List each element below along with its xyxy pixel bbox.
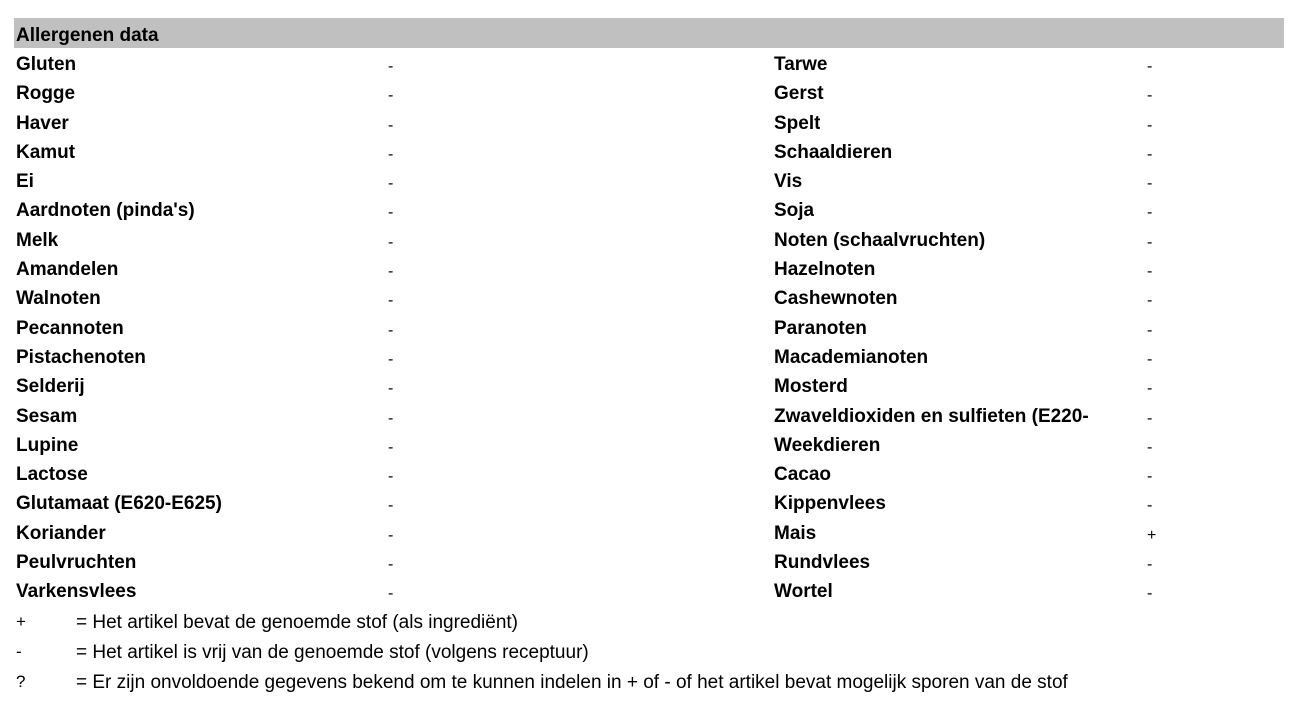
allergen-value: - [1147, 58, 1153, 75]
allergen-name: Wortel [774, 581, 833, 603]
allergen-name: Macademianoten [774, 346, 929, 368]
allergen-name: Mais [774, 522, 817, 544]
legend-symbol: - [16, 642, 22, 661]
allergen-value: + [1147, 526, 1157, 544]
allergen-name: Rogge [16, 83, 76, 105]
allergen-name: Schaaldieren [774, 141, 893, 163]
table-row [14, 372, 1284, 401]
table-row [14, 460, 1284, 489]
allergen-value: - [1147, 204, 1153, 222]
allergen-name: Pecannoten [16, 317, 124, 339]
allergen-value: - [388, 526, 394, 544]
table-row [14, 50, 1284, 79]
allergen-name: Gerst [774, 83, 824, 105]
allergen-name: Kippenvlees [774, 493, 886, 515]
section-header [14, 18, 1284, 48]
allergen-value: - [388, 380, 394, 398]
allergen-name: Sesam [16, 405, 78, 427]
allergen-name: Lupine [16, 434, 79, 456]
allergen-name: Lactose [16, 464, 88, 486]
table-row [14, 402, 1284, 431]
table-row [14, 109, 1284, 138]
table-row [14, 196, 1284, 225]
table-row [14, 519, 1284, 548]
allergen-name: Pistachenoten [16, 346, 146, 368]
allergen-name: Weekdieren [774, 434, 881, 456]
legend-item [14, 637, 1284, 667]
allergen-name: Glutamaat (E620-E625) [16, 493, 222, 515]
allergen-name: Koriander [16, 522, 106, 544]
allergen-name: Ei [16, 171, 34, 193]
allergen-value: - [388, 321, 394, 339]
table-row [14, 343, 1284, 372]
allergen-name: Kamut [16, 141, 76, 163]
allergen-value: - [1147, 409, 1153, 427]
allergen-name: Haver [16, 112, 69, 134]
allergen-value: - [1147, 380, 1153, 398]
allergen-value: - [1147, 556, 1153, 574]
allergen-name: Cashewnoten [774, 288, 898, 310]
allergen-value: - [388, 556, 394, 574]
allergen-value: - [388, 58, 394, 75]
allergen-value: - [1147, 321, 1153, 339]
allergen-value: - [1147, 497, 1153, 515]
table-row [14, 167, 1284, 196]
allergen-name: Peulvruchten [16, 552, 137, 574]
legend-text: = Het artikel is vrij van de genoemde stof (volgens receptuur) [76, 642, 589, 663]
allergen-name: Tarwe [774, 54, 828, 75]
legend [14, 607, 1284, 697]
allergen-name: Cacao [774, 464, 832, 486]
section-title: Allergenen data [16, 25, 159, 46]
allergen-value: - [1147, 350, 1153, 368]
allergen-value: - [1147, 87, 1153, 105]
allergen-name: Vis [774, 171, 803, 193]
allergen-value: - [1147, 438, 1153, 456]
allergen-name: Spelt [774, 112, 821, 134]
allergen-value: - [1147, 175, 1153, 193]
allergen-name: Mosterd [774, 376, 848, 398]
table-row [14, 548, 1284, 577]
allergen-value: - [1147, 233, 1153, 251]
allergen-name: Hazelnoten [774, 259, 876, 281]
allergen-name: Paranoten [774, 317, 867, 339]
allergen-value: - [388, 204, 394, 222]
allergen-value: - [388, 263, 394, 281]
allergen-name: Rundvlees [774, 552, 871, 574]
table-row [14, 138, 1284, 167]
table-row [14, 79, 1284, 108]
allergen-name: Varkensvlees [16, 581, 137, 603]
allergen-value: - [388, 175, 394, 193]
legend-symbol: ? [16, 672, 26, 691]
allergen-value: - [388, 350, 394, 368]
allergen-value: - [388, 116, 394, 134]
allergen-value: - [388, 145, 394, 163]
allergen-name: Melk [16, 229, 59, 251]
table-row [14, 284, 1284, 313]
allergen-value: - [1147, 468, 1153, 486]
legend-symbol: + [16, 612, 26, 631]
allergen-value: - [388, 292, 394, 310]
allergen-value: - [388, 497, 394, 515]
allergen-value: - [388, 87, 394, 105]
table-row [14, 314, 1284, 343]
table-row [14, 489, 1284, 518]
allergen-name: Zwaveldioxiden en sulfieten (E220- [774, 405, 1089, 427]
allergen-value: - [388, 233, 394, 251]
legend-text: = Er zijn onvoldoende gegevens bekend om te kunnen indelen in + of - of het artikel bevat mogelijk sporen van de stof [76, 672, 1068, 693]
allergen-value: - [388, 409, 394, 427]
allergen-value: - [1147, 585, 1153, 603]
allergen-name: Selderij [16, 376, 85, 398]
allergen-table [14, 50, 1284, 607]
allergen-value: - [1147, 145, 1153, 163]
table-row [14, 255, 1284, 284]
allergen-name: Walnoten [16, 288, 101, 310]
table-row [14, 431, 1284, 460]
legend-item [14, 667, 1284, 697]
allergen-name: Soja [774, 200, 815, 222]
table-row [14, 226, 1284, 255]
allergen-value: - [388, 468, 394, 486]
allergen-value: - [388, 585, 394, 603]
allergen-value: - [1147, 116, 1153, 134]
allergen-value: - [1147, 292, 1153, 310]
allergen-name: Gluten [16, 54, 77, 75]
allergen-name: Noten (schaalvruchten) [774, 229, 986, 251]
allergen-name: Aardnoten (pinda's) [16, 200, 195, 222]
allergen-value: - [388, 438, 394, 456]
legend-item [14, 607, 1284, 637]
legend-text: = Het artikel bevat de genoemde stof (als ingrediënt) [76, 612, 519, 633]
allergen-value: - [1147, 263, 1153, 281]
allergen-name: Amandelen [16, 259, 119, 281]
table-row [14, 577, 1284, 606]
